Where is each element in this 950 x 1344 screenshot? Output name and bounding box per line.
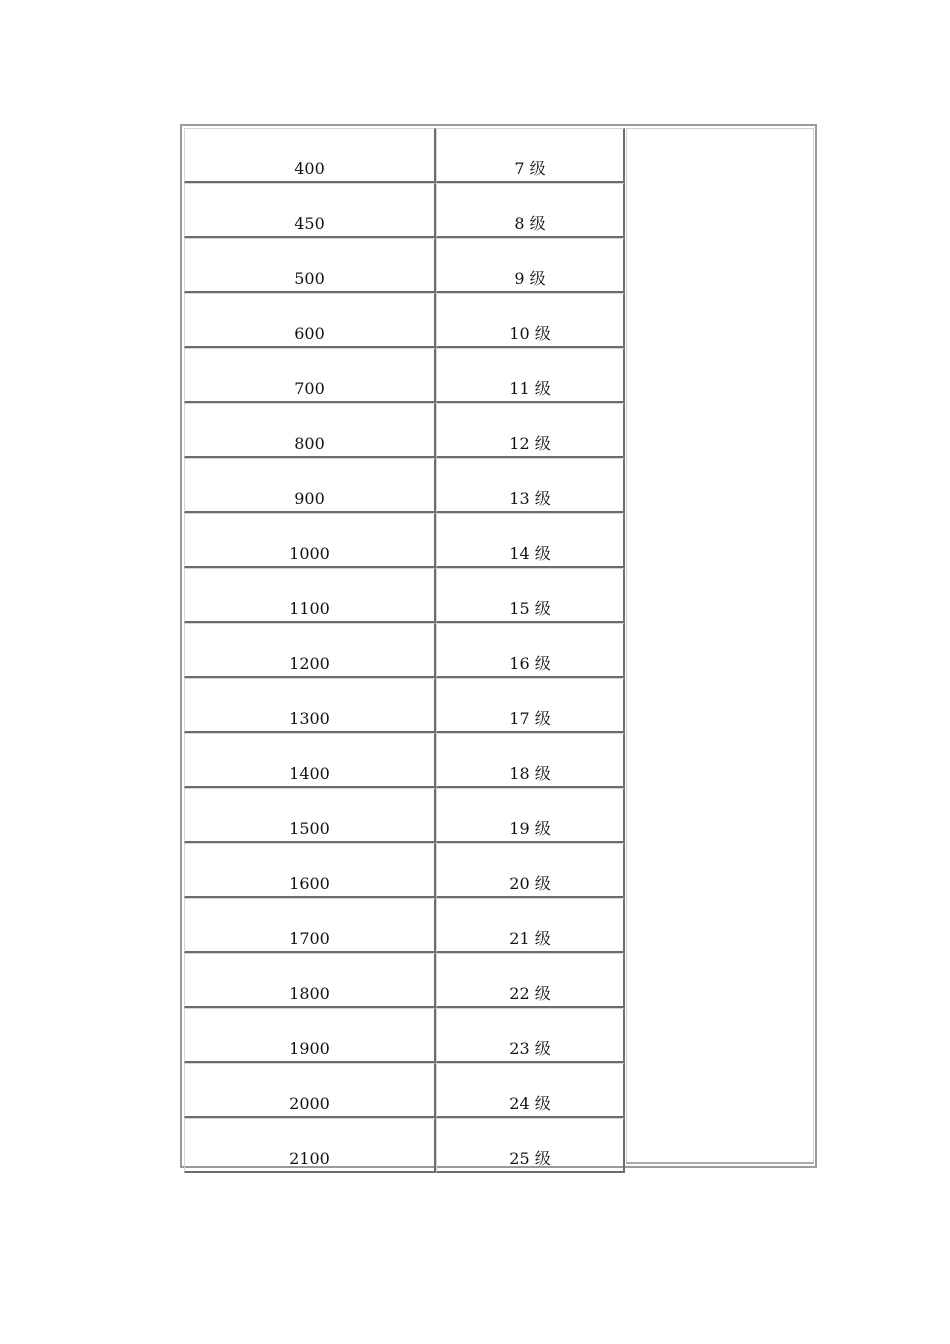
- value-cell: 700: [184, 348, 436, 403]
- table-row: [184, 403, 626, 458]
- table-row: [184, 238, 626, 293]
- value-cell: 1800: [184, 953, 436, 1008]
- table-row: [184, 623, 626, 678]
- value-cell: 900: [184, 458, 436, 513]
- grade-cell: 8 级: [436, 183, 625, 238]
- grade-cell: 24 级: [436, 1063, 625, 1118]
- table-body: [184, 128, 626, 1173]
- grade-cell: 23 级: [436, 1008, 625, 1063]
- grade-cell: 7 级: [436, 128, 625, 183]
- grade-cell: 9 级: [436, 238, 625, 293]
- grade-cell: 21 级: [436, 898, 625, 953]
- table-row: [184, 788, 626, 843]
- table-row: [184, 293, 626, 348]
- grade-cell: 17 级: [436, 678, 625, 733]
- grade-cell: 12 级: [436, 403, 625, 458]
- grade-cell: 11 级: [436, 348, 625, 403]
- grade-cell: 25 级: [436, 1118, 625, 1173]
- value-cell: 450: [184, 183, 436, 238]
- table-row: [184, 898, 626, 953]
- empty-merged-cell: [626, 128, 814, 1164]
- table-row: [184, 1118, 626, 1173]
- grade-cell: 22 级: [436, 953, 625, 1008]
- grade-cell: 20 级: [436, 843, 625, 898]
- value-cell: 2100: [184, 1118, 436, 1173]
- table-row: [184, 1008, 626, 1063]
- table-row: [184, 1063, 626, 1118]
- value-cell: 1100: [184, 568, 436, 623]
- value-cell: 800: [184, 403, 436, 458]
- value-cell: 1700: [184, 898, 436, 953]
- table-row: [184, 733, 626, 788]
- value-cell: 1300: [184, 678, 436, 733]
- value-cell: 2000: [184, 1063, 436, 1118]
- grade-cell: 13 级: [436, 458, 625, 513]
- table-row: [184, 183, 626, 238]
- table-row: [184, 348, 626, 403]
- value-cell: 1200: [184, 623, 436, 678]
- grade-table: [180, 124, 817, 1168]
- value-cell: 1500: [184, 788, 436, 843]
- table-row: [184, 458, 626, 513]
- grade-cell: 18 级: [436, 733, 625, 788]
- table-row: [184, 678, 626, 733]
- grade-cell: 10 级: [436, 293, 625, 348]
- value-cell: 1000: [184, 513, 436, 568]
- table-row: [184, 953, 626, 1008]
- grade-cell: 14 级: [436, 513, 625, 568]
- grade-cell: 19 级: [436, 788, 625, 843]
- grade-cell: 15 级: [436, 568, 625, 623]
- value-cell: 1600: [184, 843, 436, 898]
- table-row: [184, 843, 626, 898]
- value-cell: 1400: [184, 733, 436, 788]
- table-row: [184, 128, 626, 183]
- grade-cell: 16 级: [436, 623, 625, 678]
- table-row: [184, 568, 626, 623]
- value-cell: 600: [184, 293, 436, 348]
- value-cell: 500: [184, 238, 436, 293]
- table-row: [184, 513, 626, 568]
- value-cell: 1900: [184, 1008, 436, 1063]
- value-cell: 400: [184, 128, 436, 183]
